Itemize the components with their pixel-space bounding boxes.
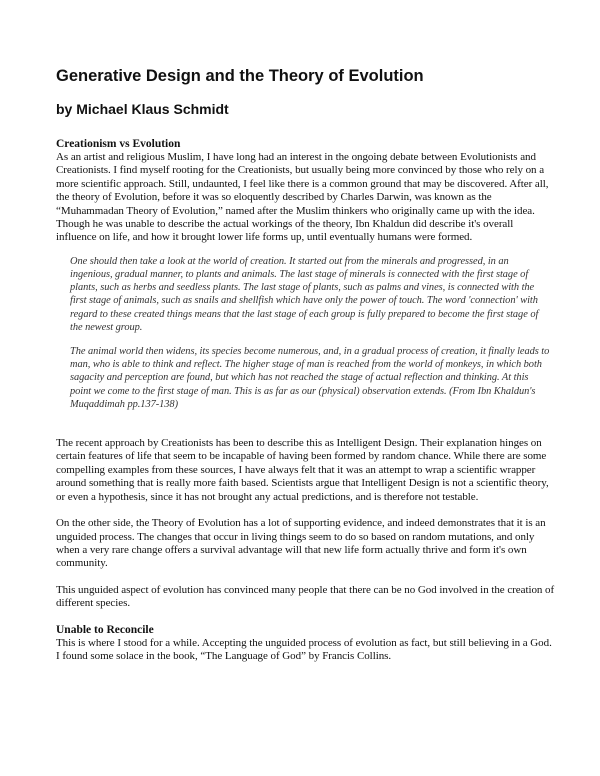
section-heading-unable-to-reconcile: Unable to Reconcile (56, 623, 154, 636)
document-byline: by Michael Klaus Schmidt (56, 101, 229, 117)
paragraph-intro: As an artist and religious Muslim, I have long had an interest in the ongoing debate between Evolutionists and Creationists. I find myself rooting for the Creationists, but usually being more convinced by those who rely on a more scientific approach. Still, undaunted, I feel like there is a common ground that may be discovered. After all, the theory of Evolution, before it was so eloquently described by Charles Darwin, was known as the “Muhammadan Theory of Evolution,” named after the Muslim thinkers who originally came up with the idea. Though he was unable to describe the actual workings of the theory, Ibn Khaldun did describe it's overall influence on life, and how it brought lower life forms up, until eventually humans were formed. (56, 151, 549, 244)
document-title: Generative Design and the Theory of Evolution (56, 67, 424, 85)
quote-paragraph: One should then take a look at the world of creation. It started out from the minerals and progressed, in an ingenious, gradual manner, to plants and animals. The last stage of minerals is connected with the first stage of plants, such as herbs and seedless plants. The last stage of plants, such as palms and vines, is connected with the first stage of animals, such as snails and shellfish which have only the power of touch. The word 'connection' with regard to these created things means that the last stage of each group is fully prepared to become the first stage of the newest group. (70, 255, 539, 333)
document-page (56, 66, 556, 663)
paragraph-body: This unguided aspect of evolution has convinced many people that there can be no God involved in the creation of different species. (56, 583, 555, 610)
paragraph-body: This is where I stood for a while. Accepting the unguided process of evolution as fact, but still believing in a God. I found some solace in the book, “The Language of God” by Francis Collins. (56, 636, 552, 662)
section-heading-creationism: Creationism vs Evolution (56, 138, 181, 150)
paragraph-body: On the other side, the Theory of Evolution has a lot of supporting evidence, and indeed demonstrates that it is an unguided process. The changes that occur in living things seem to do so based on random mutations, and only when a very rare change offers a survival advantage will that new life form actually thrive and form it's own community. (56, 517, 546, 570)
quote-paragraph: The animal world then widens, its species become numerous, and, in a gradual process of creation, it finally leads to man, who is able to think and reflect. The higher stage of man is reached from the world of monkeys, in which both sagacity and perception are found, but which has not reached the stage of actual reflection and thinking. At this point we come to the first stage of man. This is as far as our (physical) observation extends. (From Ibn Khaldun's Muqaddimah pp.137-138) (70, 346, 550, 410)
paragraph-body: The recent approach by Creationists has been to describe this as Intelligent Design. Their explanation hinges on certain features of life that seem to be incapable of having been formed by random chance. While there are some compelling examples from these sources, I have always felt that it was an attempt to wrap a scientific wrapper around something that is really more faith based. Scientists argue that Intelligent Design is not a scientific theory, or even a hypothesis, since it has not brought any actual predictions, and is therefore not testable. (56, 437, 549, 503)
block-quote-ibn-khaldun (70, 255, 550, 411)
